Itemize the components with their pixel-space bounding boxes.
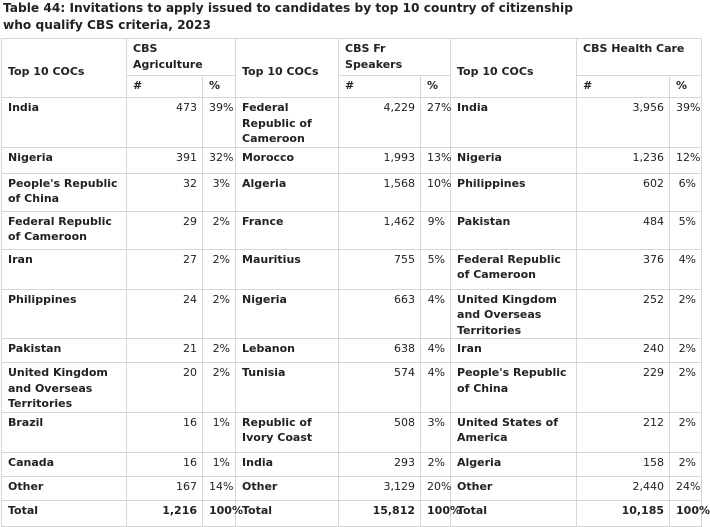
cbs-invitations-table [1, 38, 710, 527]
agri-total-count: 1,216 [127, 500, 203, 526]
agri-percent: 39% [203, 98, 236, 148]
fr-count: 638 [339, 339, 421, 363]
agri-country: United Kingdom and Overseas Territories [2, 363, 127, 413]
subheader-count: # [339, 76, 421, 98]
health-percent: 12% [670, 147, 702, 173]
health-country: Nigeria [451, 147, 577, 173]
agri-count: 21 [127, 339, 203, 363]
agri-count: 473 [127, 98, 203, 148]
fr-percent: 5% [421, 249, 451, 289]
agri-country: Federal Republic of Cameroon [2, 211, 127, 249]
health-country: United Kingdom and Overseas Territories [451, 289, 577, 339]
fr-count: 1,462 [339, 211, 421, 249]
table-row [2, 173, 702, 211]
health-total-count: 10,185 [577, 500, 670, 526]
table-row [2, 452, 702, 476]
fr-count: 3,129 [339, 476, 421, 500]
fr-count: 1,993 [339, 147, 421, 173]
agri-country: Philippines [2, 289, 127, 339]
fr-country: Other [236, 476, 339, 500]
agri-percent: 2% [203, 363, 236, 413]
fr-percent: 4% [421, 363, 451, 413]
health-percent: 6% [670, 173, 702, 211]
agri-count: 167 [127, 476, 203, 500]
health-count: 229 [577, 363, 670, 413]
subheader-percent: % [203, 76, 236, 98]
agri-percent: 2% [203, 249, 236, 289]
health-percent: 2% [670, 339, 702, 363]
agri-percent: 2% [203, 211, 236, 249]
fr-percent: 27% [421, 98, 451, 148]
health-count: 3,956 [577, 98, 670, 148]
agri-count: 16 [127, 412, 203, 452]
health-percent: 2% [670, 363, 702, 413]
fr-country: Mauritius [236, 249, 339, 289]
health-percent: 24% [670, 476, 702, 500]
health-count: 1,236 [577, 147, 670, 173]
agri-count: 24 [127, 289, 203, 339]
col-header-coc-health: Top 10 COCs [451, 39, 577, 98]
col-header-coc-agri: Top 10 COCs [2, 39, 127, 98]
health-country: Algeria [451, 452, 577, 476]
agri-percent: 1% [203, 412, 236, 452]
table-row [2, 412, 702, 452]
agri-country: Nigeria [2, 147, 127, 173]
fr-country: Tunisia [236, 363, 339, 413]
health-percent: 2% [670, 412, 702, 452]
agri-percent: 1% [203, 452, 236, 476]
subheader-count: # [127, 76, 203, 98]
agri-country: Other [2, 476, 127, 500]
fr-total-label: Total [236, 500, 339, 526]
health-country: Other [451, 476, 577, 500]
agri-count: 20 [127, 363, 203, 413]
health-percent: 2% [670, 289, 702, 339]
health-percent: 4% [670, 249, 702, 289]
total-row [2, 500, 702, 526]
fr-percent: 4% [421, 339, 451, 363]
agri-total-label: Total [2, 500, 127, 526]
agri-percent: 32% [203, 147, 236, 173]
agri-percent: 14% [203, 476, 236, 500]
health-count: 2,440 [577, 476, 670, 500]
fr-country: Federal Republic of Cameroon [236, 98, 339, 148]
health-country: United States of America [451, 412, 577, 452]
agri-count: 16 [127, 452, 203, 476]
health-country: People's Republic of China [451, 363, 577, 413]
table-row [2, 249, 702, 289]
health-country: Federal Republic of Cameroon [451, 249, 577, 289]
health-count: 252 [577, 289, 670, 339]
health-count: 376 [577, 249, 670, 289]
agri-country: India [2, 98, 127, 148]
table-row [2, 363, 702, 413]
health-count: 602 [577, 173, 670, 211]
fr-count: 755 [339, 249, 421, 289]
fr-count: 4,229 [339, 98, 421, 148]
col-header-cbs-agriculture: CBS Agriculture [127, 39, 236, 76]
fr-percent: 10% [421, 173, 451, 211]
fr-count: 293 [339, 452, 421, 476]
table-row [2, 98, 702, 148]
subheader-percent: % [421, 76, 451, 98]
fr-country: Republic of Ivory Coast [236, 412, 339, 452]
fr-country: Morocco [236, 147, 339, 173]
agri-count: 391 [127, 147, 203, 173]
agri-country: Pakistan [2, 339, 127, 363]
health-percent: 2% [670, 452, 702, 476]
col-header-cbs-fr-speakers: CBS Fr Speakers [339, 39, 451, 76]
fr-percent: 13% [421, 147, 451, 173]
agri-count: 29 [127, 211, 203, 249]
health-percent: 5% [670, 211, 702, 249]
fr-percent: 20% [421, 476, 451, 500]
fr-country: Nigeria [236, 289, 339, 339]
agri-percent: 2% [203, 339, 236, 363]
agri-count: 32 [127, 173, 203, 211]
subheader-count: # [577, 76, 670, 98]
subheader-percent: % [670, 76, 702, 98]
health-country: India [451, 98, 577, 148]
health-country: Philippines [451, 173, 577, 211]
health-country: Iran [451, 339, 577, 363]
health-count: 158 [577, 452, 670, 476]
health-count: 240 [577, 339, 670, 363]
table-row [2, 147, 702, 173]
fr-total-percent: 100% [421, 500, 451, 526]
agri-country: Brazil [2, 412, 127, 452]
col-header-coc-fr: Top 10 COCs [236, 39, 339, 98]
fr-country: India [236, 452, 339, 476]
health-count: 484 [577, 211, 670, 249]
fr-count: 574 [339, 363, 421, 413]
agri-percent: 3% [203, 173, 236, 211]
table-row [2, 211, 702, 249]
fr-count: 1,568 [339, 173, 421, 211]
health-percent: 39% [670, 98, 702, 148]
agri-total-percent: 100% [203, 500, 236, 526]
fr-percent: 3% [421, 412, 451, 452]
agri-country: Canada [2, 452, 127, 476]
fr-percent: 9% [421, 211, 451, 249]
health-total-label: Total [451, 500, 577, 526]
fr-count: 508 [339, 412, 421, 452]
agri-country: People's Republic of China [2, 173, 127, 211]
col-header-cbs-health-care: CBS Health Care [577, 39, 702, 76]
agri-country: Iran [2, 249, 127, 289]
header-row [2, 39, 702, 76]
fr-total-count: 15,812 [339, 500, 421, 526]
health-count: 212 [577, 412, 670, 452]
fr-percent: 2% [421, 452, 451, 476]
agri-percent: 2% [203, 289, 236, 339]
table-row [2, 339, 702, 363]
fr-percent: 4% [421, 289, 451, 339]
fr-count: 663 [339, 289, 421, 339]
fr-country: France [236, 211, 339, 249]
table-row [2, 476, 702, 500]
fr-country: Lebanon [236, 339, 339, 363]
agri-count: 27 [127, 249, 203, 289]
table-caption: Table 44: Invitations to apply issued to candidates by top 10 country of citizenship who qualify CBS criteria, 2023 [3, 1, 573, 32]
health-total-percent: 100% [670, 500, 702, 526]
fr-country: Algeria [236, 173, 339, 211]
table-row [2, 289, 702, 339]
health-country: Pakistan [451, 211, 577, 249]
